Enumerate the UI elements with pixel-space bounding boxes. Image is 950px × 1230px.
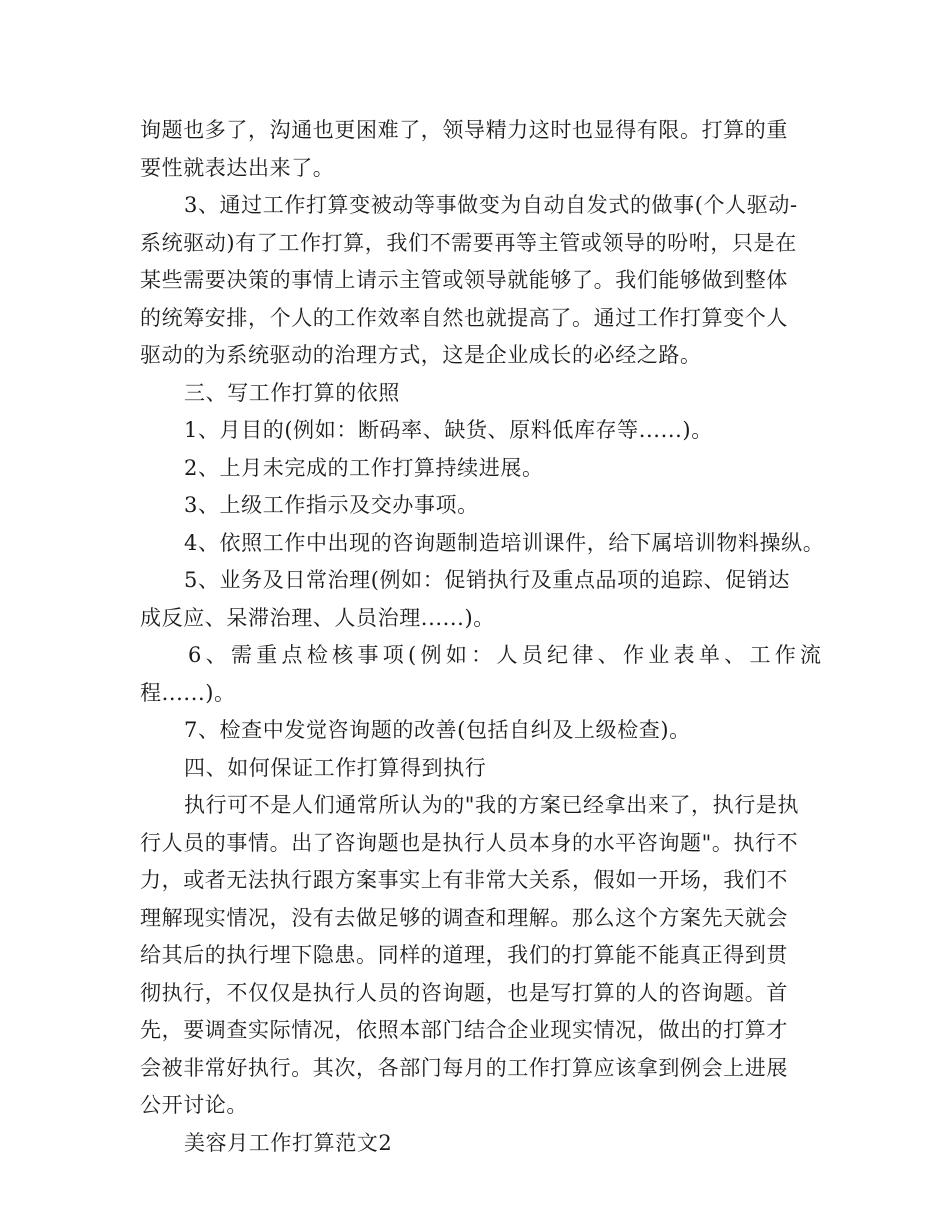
- paragraph-line: 彻执行，不仅仅是执行人员的咨询题，也是写打算的人的咨询题。首: [140, 980, 788, 1005]
- paragraph-line: 行人员的事情。出了咨询题也是执行人员本身的水平咨询题"。执行不: [140, 830, 799, 855]
- list-item: 4、依照工作中出现的咨询题制造培训课件，给下属培训物料操纵。: [184, 530, 825, 555]
- list-item: 3、上级工作指示及交办事项。: [184, 493, 479, 517]
- paragraph-line: 成反应、呆滞治理、人员治理......)。: [140, 605, 495, 630]
- paragraph-line: 要性就表达出来了。: [140, 155, 335, 180]
- paragraph-line: 力，或者无法执行跟方案事实上有非常大关系，假如一开场，我们不: [140, 868, 788, 892]
- section-heading: 四、如何保证工作打算得到执行: [184, 755, 487, 780]
- paragraph-line: 的统筹安排，个人的工作效率自然也就提高了。通过工作打算变个人: [140, 305, 788, 330]
- paragraph-line: 驱动的为系统驱动的治理方式，这是企业成长的必经之路。: [140, 343, 702, 367]
- list-item: 5、业务及日常治理(例如：促销执行及重点品项的追踪、促销达: [184, 568, 790, 592]
- section-heading: 三、写工作打算的依照: [184, 380, 400, 405]
- paragraph-line: 3、通过工作打算变被动等事做变为自动自发式的做事(个人驱动-: [184, 193, 798, 217]
- document-body: [140, 112, 826, 1162]
- paragraph-line: 执行可不是人们通常所认为的"我的方案已经拿出来了，执行是执: [184, 793, 800, 817]
- paragraph-line: 询题也多了，沟通也更困难了，领导精力这时也显得有限。打算的重: [140, 118, 788, 142]
- paragraph-line: 先，要调查实际情况，依照本部门结合企业现实情况，做出的打算才: [140, 1018, 788, 1042]
- list-item: 2、上月未完成的工作打算持续进展。: [184, 455, 544, 480]
- paragraph-line: 某些需要决策的事情上请示主管或领导就能够了。我们能够做到整体: [140, 268, 788, 292]
- list-item: 1、月目的(例如：断码率、缺货、原料低库存等......)。: [184, 418, 713, 442]
- list-item: 7、检查中发觉咨询题的改善(包括自纠及上级检查)。: [184, 718, 691, 742]
- paragraph-line: 程......)。: [140, 680, 236, 705]
- paragraph-line: 会被非常好执行。其次，各部门每月的工作打算应该拿到例会上进展: [140, 1055, 788, 1080]
- list-item: 6、需重点检核事项(例如：人员纪律、作业表单、工作流: [188, 643, 826, 667]
- paragraph-line: 公开讨论。: [140, 1093, 248, 1117]
- paragraph-line: 系统驱动)有了工作打算，我们不需要再等主管或领导的吩咐，只是在: [140, 230, 797, 255]
- paragraph-line: 理解现实情况，没有去做足够的调查和理解。那么这个方案先天就会: [140, 905, 788, 930]
- paragraph-line: 给其后的执行埋下隐患。同样的道理，我们的打算能不能真正得到贯: [140, 943, 788, 967]
- section-heading: 美容月工作打算范文2: [184, 1130, 393, 1155]
